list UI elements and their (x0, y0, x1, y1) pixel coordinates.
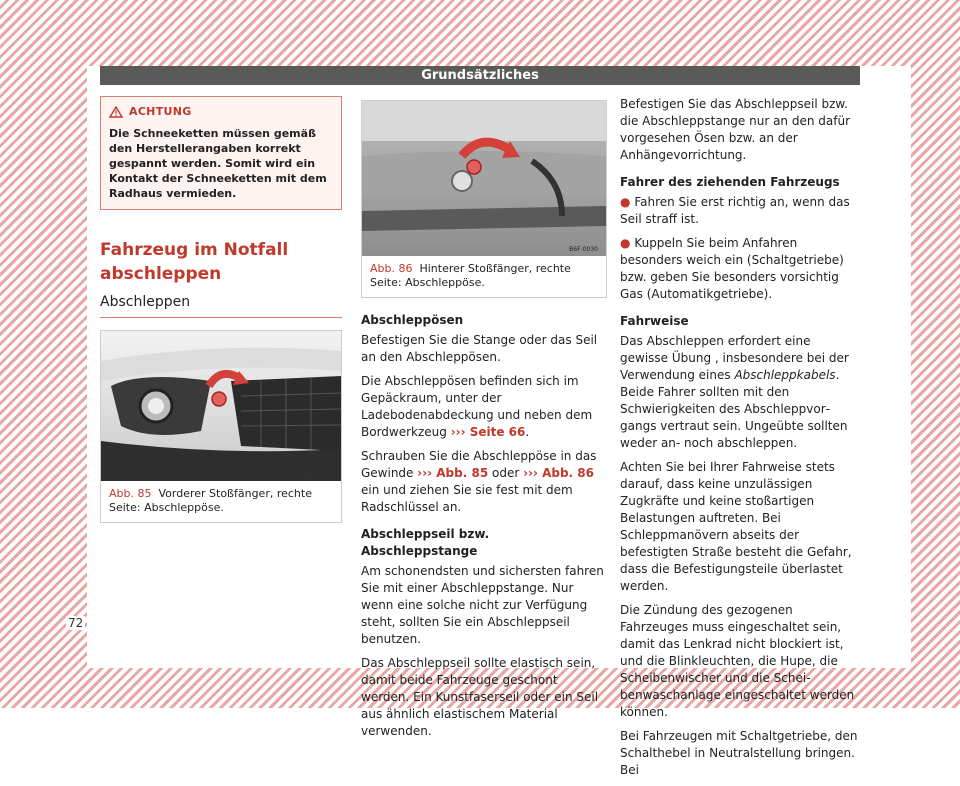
figure-85 (100, 330, 342, 523)
fig-86-link[interactable]: ››› Abb. 86 (523, 466, 594, 480)
bullet-icon: ● (620, 195, 631, 209)
bullet-1-text: Fahren Sie erst richtig an, wenn das Seil straff ist. (620, 195, 850, 226)
figure-85-caption (101, 481, 341, 522)
paragraph-7-emphasis: Abschleppkabels (734, 368, 836, 382)
rear-bumper-image (362, 101, 606, 256)
figure-86-text: Hinterer Stoßfänger, rechte Seite: Abschleppöse. (370, 262, 571, 289)
heading-abschleppoesen: Abschleppösen (361, 313, 464, 327)
paragraph-2 (361, 373, 607, 441)
warning-title-text: ACHTUNG (129, 105, 192, 118)
paragraph-5: Das Abschleppseil sollte elastisch sein, damit beide Fahrzeuge geschont werden. Ein Kunstfaserseil oder ein Seil aus ähnlich elastischem Material verwenden. (361, 656, 599, 738)
warning-title (109, 103, 333, 120)
paragraph-3-mid: oder (488, 466, 524, 480)
paragraph-7 (620, 333, 860, 452)
bullet-2 (620, 235, 860, 303)
bullet-1 (620, 194, 860, 228)
paragraph-6: Befestigen Sie das Abschleppseil bzw. die Abschleppstange nur an den dafür vorgesehen Ösen bzw. an der Anhängevorrichtung. (620, 97, 850, 162)
figure-85-number: Abb. 85 (109, 487, 152, 500)
bullet-icon: ● (620, 236, 631, 250)
figure-86 (361, 100, 607, 298)
paragraph-2-text: Die Abschleppösen befinden sich im Gepäckraum, unter der Ladebodenabdeckung und neben dem Bordwerkzeug (361, 374, 593, 439)
fig-85-link[interactable]: ››› Abb. 85 (417, 466, 489, 480)
figure-85-text: Vorderer Stoßfänger, rechte Seite: Abschleppöse. (109, 487, 312, 514)
heading-fahrer: Fahrer des ziehenden Fahrzeugs (620, 175, 840, 189)
heading-fahrweise: Fahrweise (620, 314, 689, 328)
paragraph-2-end: . (525, 425, 530, 439)
column-middle (361, 96, 607, 747)
page-66-link[interactable]: ››› Seite 66 (450, 425, 526, 439)
warning-triangle-icon (109, 106, 123, 118)
paragraph-3-end: ein und ziehen Sie sie fest mit dem Radschlüssel an. (361, 483, 573, 514)
paragraph-10: Bei Fahrzeugen mit Schaltgetriebe, den Schalthebel in Neutralstellung bringen. Bei (620, 729, 858, 777)
paragraph-7-end: . Beide Fahrer sollten mit den Schwierigkeiten des Abschleppvorgangs vertraut sein. Ungeübte sollten weder an- noch abschleppen. (620, 368, 848, 450)
page-number: 72 (68, 616, 84, 630)
paragraph-8: Achten Sie bei Ihrer Fahrweise stets darauf, dass keine unzulässigen Zugkräfte und keine stoßartigen Belastungen auftreten. Bei Schleppmanövern abseits der befestigten Straße besteht die Gefahr, dass die Befestigungsteile überlastet werden. (620, 460, 852, 593)
page-header: Grundsätzliches (100, 66, 860, 85)
paragraph-4: Am schonendsten und sichersten fahren Sie mit einer Abschleppstange. Nur wenn eine solche nicht zur Verfügung steht, sollten Sie ein Abschleppseil benutzen. (361, 564, 604, 646)
front-bumper-image (101, 331, 341, 481)
paragraph-3-text: Schrauben Sie die Abschleppöse in das Gewinde (361, 449, 597, 480)
section-title: Fahrzeug im Notfall abschleppen (100, 240, 289, 284)
paragraph-7-text: Das Abschleppen erfordert eine gewisse Übung , insbesondere bei der Verwendung eines (620, 334, 849, 382)
bullet-2-text: Kuppeln Sie beim Anfahren besonders weich ein (Schaltgetriebe) bzw. geben Sie besonders vorsichtig Gas (Automatikgetriebe). (620, 236, 844, 301)
figure-85-code: B6F-0028 (304, 472, 333, 479)
figure-86-number: Abb. 86 (370, 262, 413, 275)
warning-box (100, 96, 342, 210)
figure-86-code: B6F-0030 (569, 246, 598, 253)
subsection-title: Abschleppen (100, 294, 342, 318)
heading-abschleppseil: Abschleppseil bzw. Abschleppstange (361, 527, 490, 558)
paragraph-9: Die Zündung des gezogenen Fahrzeuges muss eingeschaltet sein, damit das Lenkrad nicht blockiert ist, und die Blinkleuchten, die Hupe, die Scheibenwischer und die Scheibenwaschanlage eingeschaltet werden können. (620, 603, 855, 719)
figure-86-caption (362, 256, 606, 297)
column-right (620, 96, 860, 786)
warning-body: Die Schneeketten müssen gemäß den Herstellerangaben korrekt gespannt werden. Somit wird ein Kontakt der Schneeketten mit dem Radhaus vermieden. (109, 127, 327, 200)
paragraph-3 (361, 448, 607, 516)
paragraph-1: Befestigen Sie die Stange oder das Seil an den Abschleppösen. (361, 333, 598, 364)
column-left (100, 96, 342, 523)
